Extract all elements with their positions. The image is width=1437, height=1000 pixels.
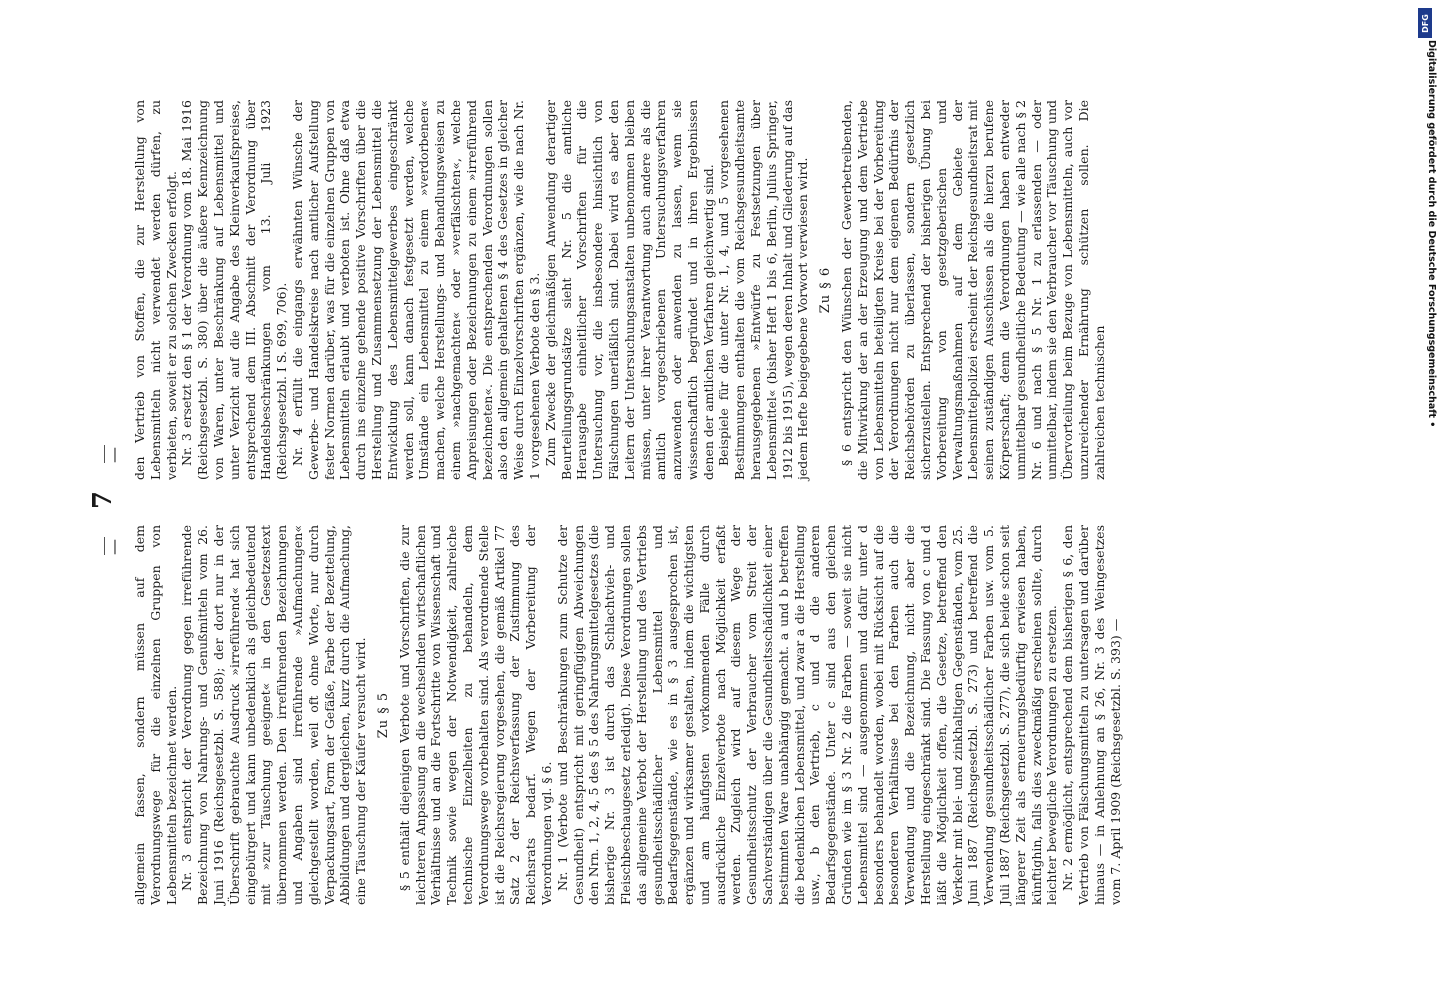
page-number: 7 [88, 490, 118, 510]
right-column [132, 100, 1108, 480]
dfg-logo-text: DFG [1420, 13, 1430, 33]
paragraph: Nr. 2 ermöglicht, entsprechend dem bisherigen § 6, den Vertrieb von Fälschungsmitteln zu untersagen und darüber hinaus — in Anlehnung an § 26, Nr. 3 des Weingesetzes vom 7. April 1909 (Reichsgesetzbl. S. 393) — [1060, 525, 1123, 905]
section-heading: Zu § 6 [818, 266, 834, 314]
paragraph: den Vertrieb von Stoffen, die zur Herstellung von Lebensmitteln nicht verwendet werden dürfen, zu verbieten, soweit er zu solchen Zwecken erfolgt. [132, 100, 179, 480]
paragraph: Nr. 3 ersetzt den § 1 der Verordnung vom 18. Mai 1916 (Reichsgesetzbl. S. 380) über die äußere Kennzeichnung von Waren, unter Beschränkung auf Lebensmittel und unter Verzicht auf die Angabe des Kleinverkaufspreises, entsprechend dem III. Abschnitt der Verordnung über Handelsbeschränkungen vom 13. Juli 1923 (Reichsgesetzbl. I S. 699, 706). [179, 100, 290, 480]
paragraph: Zum Zwecke der gleichmäßigen Anwendung derartiger Beurteilungsgrundsätze sieht Nr. 5 die amtliche Herausgabe einheitlicher Vorschriften für die Untersuchung vor, die insbesondere hinsichtlich von Fälschungen unerläßlich sind. Dabei wird es aber den Leitern der Untersuchungsanstalten unbenommen bleiben müssen, unter ihrer Verantwortung auch andere als die amtlich vorgeschriebenen Untersuchungsverfahren anzuwenden oder anwenden zu lassen, wenn sie wissenschaftlich begründet und in ihren Ergebnissen denen der amtlichen Verfahren gleichwertig sind. [542, 100, 716, 480]
paragraph: Nr. 3 entspricht der Verordnung gegen irreführende Bezeichnung von Nahrungs- und Genußmitteln vom 26. Juni 1916 (Reichsgesetzbl. S. 588); der dort nur in der Überschrift gebrauchte Ausdruck »irreführend« hat sich eingebürgert und kann unbedenklich als gleichbedeutend mit »zur Täuschung geeignet« in den Gesetzestext übernommen werden. Den irreführenden Bezeichnungen und Angaben sind irreführende »Aufmachungen« gleichgestellt worden, weil oft ohne Worte, nur durch Verpackungsart, Form der Gefäße, Farbe der Bezettelung, Abbildungen und dergleichen, kurz durch die Aufmachung, eine Täuschung der Käufer versucht wird. [179, 525, 369, 905]
paragraph: § 5 enthält diejenigen Verbote und Vorschriften, die zur leichteren Anpassung an die wechselnden wirtschaftlichen Verhältnisse und an die Fortschritte von Wissenschaft und Technik sowie wegen der Notwendigkeit, zahlreiche technische Einzelheiten zu behandeln, dem Verordnungswege vorbehalten sind. Als verordnende Stelle ist die Reichsregierung vorgesehen, die gemäß Artikel 77 Satz 2 der Reichsverfassung der Zustimmung des Reichsrats bedarf. Wegen der Vorbereitung der Verordnungen vgl. § 6. [396, 525, 554, 905]
page-number-dash-left: — [104, 539, 123, 555]
paragraph: allgemein fassen, sondern müssen auf dem Verordnungswege für die einzelnen Gruppen von Lebensmitteln bezeichnet werden. [132, 525, 179, 905]
dfg-funding-note: Digitalisierung gefördert durch die Deutsche Forschungsgemeinschaft • [1426, 40, 1437, 428]
section-heading: Zu § 5 [375, 691, 391, 739]
paragraph: Nr. 4 erfüllt die eingangs erwähnten Wünsche der Gewerbe- und Handelskreise nach amtlicher Aufstellung fester Normen darüber, was für die einzelnen Gruppen von Lebensmitteln erlaubt und verboten ist. Ohne daß etwa durch ins einzelne gehende positive Vorschriften über die Herstellung und Zusammensetzung der Lebensmittel die Entwicklung des Lebensmittelgewerbes eingeschränkt werden soll, kann danach festgesetzt werden, welche Umstände ein Lebensmittel zu einem »verdorbenen« machen, welche Herstellungs- und Behandlungsweisen zu einem »nachgemachten« oder »verfälschten«, welche Anpreisungen oder Bezeichnungen zu einem »irreführend bezeichneten«. Die entsprechenden Verordnungen sollen also den allgemein gehaltenen § 4 des Gesetzes in gleicher Weise durch Einzelvorschriften ergänzen, wie die nach Nr. 1 vorgesehenen Verbote den § 3. [289, 100, 542, 480]
left-column [132, 525, 1123, 905]
paragraph: § 6 entspricht den Wünschen der Gewerbetreibenden, die Mitwirkung der an der Erzeugung und dem Vertriebe von Lebensmitteln beteiligten Kreise bei der Vorbereitung der Verordnungen nicht nur dem eigenen Bedürfnis der Reichsbehörden zu überlassen, sondern gesetzlich sicherzustellen. Entsprechend der bisherigen Übung bei Vorbereitung von gesetzgeberischen und Verwaltungsmaßnahmen auf dem Gebiete der Lebensmittelpolizei erscheint der Reichsgesundheitsrat mit seinen zuständigen Ausschüssen als die hierzu berufene Körperschaft; denn die Verordnungen haben entweder unmittelbar gesundheitliche Bedeutung — wie alle nach § 2 Nr. 6 und nach § 5 Nr. 1 zu erlassenden — oder unmittelbar, indem sie den Verbraucher vor Täuschung und Übervorteilung beim Bezuge von Lebensmitteln, auch vor unzureichender Ernährung schützen sollen. Die zahlreichen technischen [839, 100, 1107, 480]
paragraph: Beispiele für die unter Nr. 1, 4, und 5 vorgesehenen Bestimmungen enthalten die vom Reichsgesundheitsamte herausgegebenen »Entwürfe zu Festsetzungen über Lebensmittel« (bisher Heft 1 bis 6, Berlin, Julius Springer, 1912 bis 1915), wegen deren Inhalt und Gliederung auf das jedem Hefte beigegebene Vorwort verwiesen wird. [716, 100, 811, 480]
paragraph: Nr. 1 (Verbote und Beschränkungen zum Schutze der Gesundheit) entspricht mit geringfügigen Abweichungen den Nrn. 1, 2, 4, 5 des § 5 des Nahrungsmittelgesetzes (die bisherige Nr. 3 ist durch das Schlachtvieh- und Fleischbeschaugesetz erledigt). Diese Verordnungen sollen das allgemeine Verbot der Herstellung und des Vertriebs gesundheitsschädlicher Lebensmittel und Bedarfsgegenstände, wie es in § 3 ausgesprochen ist, ergänzen und wirksamer gestalten, indem die wichtigsten und am häufigsten vorkommenden Fälle durch ausdrückliche Einzelverbote nach Möglichkeit erfaßt werden. Zugleich wird auf diesem Wege der Gesundheitsschutz der Verbraucher vom Streit der Sachverständigen über die Gesundheitsschädlichkeit einer bestimmten Ware unabhängig gemacht. a und b betreffen die bedenklichen Lebensmittel, und zwar a die Herstellung usw., b den Vertrieb, c und d die anderen Bedarfsgegenstände. Unter c sind aus den gleichen Gründen wie im § 3 Nr. 2 die Farben — soweit sie nicht Lebensmittel sind — ausgenommen und dafür unter d besonders behandelt worden, wobei mit Rücksicht auf die besonderen Verhältnisse bei den Farben auch die Verwendung und die Bezeichnung, nicht aber die Herstellung eingeschränkt sind. Die Fassung von c und d läßt die Möglichkeit offen, die Gesetze, betreffend den Verkehr mit blei- und zinkhaltigen Gegenständen, vom 25. Juni 1887 (Reichsgesetzbl. S. 273) und betreffend die Verwendung gesundheitsschädlicher Farben usw. vom 5. Juli 1887 (Reichsgesetzbl. S. 277), die sich beide schon seit längerer Zeit als erneuerungsbedürftig erwiesen haben, künftighin, falls dies zweckmäßig erscheinen sollte, durch leichter bewegliche Verordnungen zu ersetzen. [554, 525, 1060, 905]
page-number-dash-right: — [104, 447, 123, 463]
dfg-logo [1418, 8, 1432, 38]
